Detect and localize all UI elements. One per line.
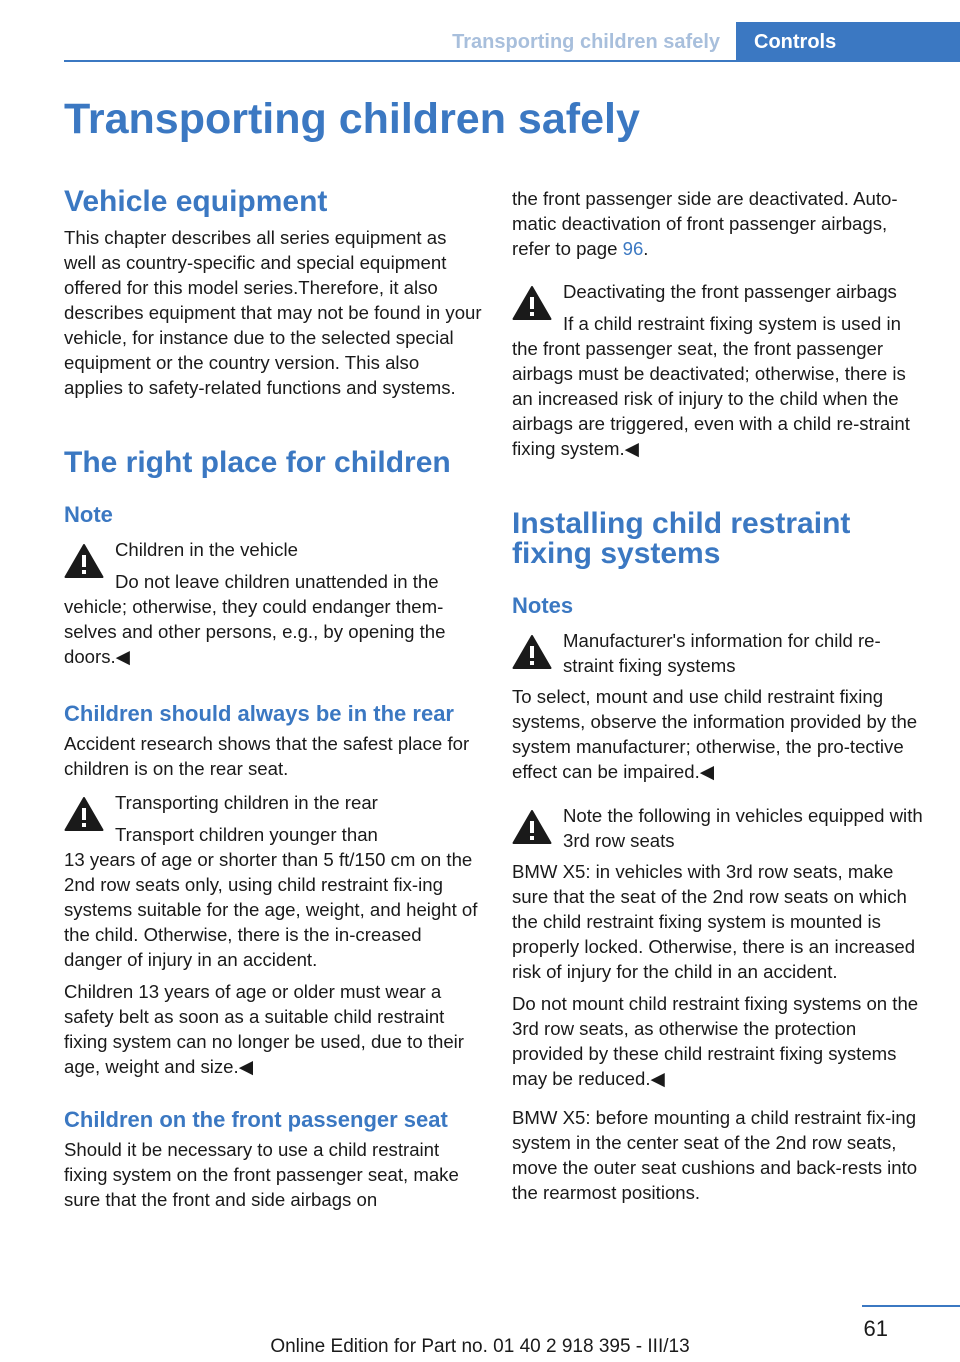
warning-body-first-line: If a child restraint fixing system is used in <box>563 313 901 334</box>
paragraph-front-seat: Should it be necessary to use a child restraint fixing system on the front passenger seat, make sure that the front and side airbags on <box>64 1139 459 1210</box>
warning-body-continued: Do not mount child restraint fixing systems on the 3rd row seats, as otherwise the protection provided by these child restraint fixing systems may be reduced.◀ <box>512 993 919 1089</box>
warning-triangle-icon <box>64 543 104 579</box>
paragraph-rear: Accident research shows that the safest place for children is on the rear seat. <box>64 733 470 779</box>
warning-body: To select, mount and use child restraint fixing systems, observe the information provided by the system manufacturer; otherwise, the pro-tective effect can be impaired.◀ <box>512 686 918 782</box>
warning-body-first-line: Transport children younger than <box>115 824 378 845</box>
heading-notes: Notes <box>512 593 574 618</box>
heading-children-front-seat: Children on the front passenger seat <box>64 1107 448 1132</box>
warning-body: BMW X5: in vehicles with 3rd row seats, make sure that the seat of the 2nd row seats on which the child restraint fixing system is mounted is properly locked. Otherwise, there is an increased risk of injury for the child in an accident. <box>512 861 916 982</box>
period: . <box>643 238 649 259</box>
warning-deactivating-airbags <box>512 279 930 461</box>
warning-children-in-vehicle <box>64 537 482 669</box>
header-rule <box>64 60 960 62</box>
warning-body: 13 years of age or shorter than 5 ft/150 cm on the 2nd row seats only, using child restraint fix-ing systems suitable for the age, weight, and height of the child. Otherwise, there is the in-creased danger of injury in an accident. <box>64 849 478 970</box>
heading-children-rear: Children should always be in the rear <box>64 701 454 726</box>
warning-triangle-icon <box>512 285 552 321</box>
warning-title: Transporting children in the rear <box>115 792 378 813</box>
warning-triangle-icon <box>64 796 104 832</box>
paragraph-center-seat: BMW X5: before mounting a child restraint fix-ing system in the center seat of the 2nd row seats, move the outer seat cushions and back-rests into the rearmost positions. <box>512 1107 918 1203</box>
warning-triangle-icon <box>512 809 552 845</box>
warning-triangle-icon <box>512 634 552 670</box>
heading-vehicle-equipment: Vehicle equipment <box>64 185 328 218</box>
paragraph-rear-older: Children 13 years of age or older must wear a safety belt as soon as a suitable child restraint fixing system can no longer be used, due to their age, weight and size.◀ <box>64 981 465 1077</box>
warning-body: vehicle; otherwise, they could endanger them-selves and other persons, e.g., by opening the doors.◀ <box>64 596 446 667</box>
paragraph-continued <box>512 186 930 261</box>
warning-body: the front passenger seat, the front passenger airbags must be deactivated; otherwise, there is an increased risk of injury to the child when the airbags are triggered, even with a child re-straint fixing system.◀ <box>512 338 910 459</box>
right-column <box>512 180 930 1205</box>
heading-note: Note <box>64 502 113 527</box>
footer-rule <box>862 1305 960 1307</box>
warning-title: Children in the vehicle <box>115 539 298 560</box>
heading-right-place: The right place for children <box>64 446 451 479</box>
warning-body-first-line: Do not leave children unattended in the <box>115 571 439 592</box>
warning-manufacturer-info <box>512 628 930 784</box>
paragraph-vehicle-equipment: This chapter describes all series equipment as well as country-specific and special equipment offered for this model series.Therefore, it also describes equipment that may not be found in your vehicle, for instance due to the selected special equipment or the country version. This also applies to safety-related functions and systems. <box>64 227 482 398</box>
warning-title: Manufacturer's information for child re-straint fixing systems <box>563 630 881 676</box>
running-header-section: Transporting children safely <box>452 31 720 53</box>
warning-transporting-rear <box>64 790 482 972</box>
page-title: Transporting children safely <box>64 95 640 143</box>
heading-installing: Installing child restraint fixing systems <box>512 507 851 570</box>
continued-text: the front passenger side are deactivated. Auto-matic deactivation of front passenger airbags, refer to page <box>512 188 898 259</box>
warning-title: Deactivating the front passenger airbags <box>563 281 897 302</box>
left-column <box>64 180 482 1212</box>
page-number: 61 <box>863 1316 888 1341</box>
warning-3rd-row-seats <box>512 803 930 1091</box>
edition-footer: Online Edition for Part no. 01 40 2 918 395 - III/13 <box>270 1336 690 1357</box>
page-reference-link[interactable]: 96 <box>622 238 644 259</box>
warning-title: Note the following in vehicles equipped with 3rd row seats <box>563 805 923 851</box>
running-header-tab: Controls <box>736 22 960 62</box>
